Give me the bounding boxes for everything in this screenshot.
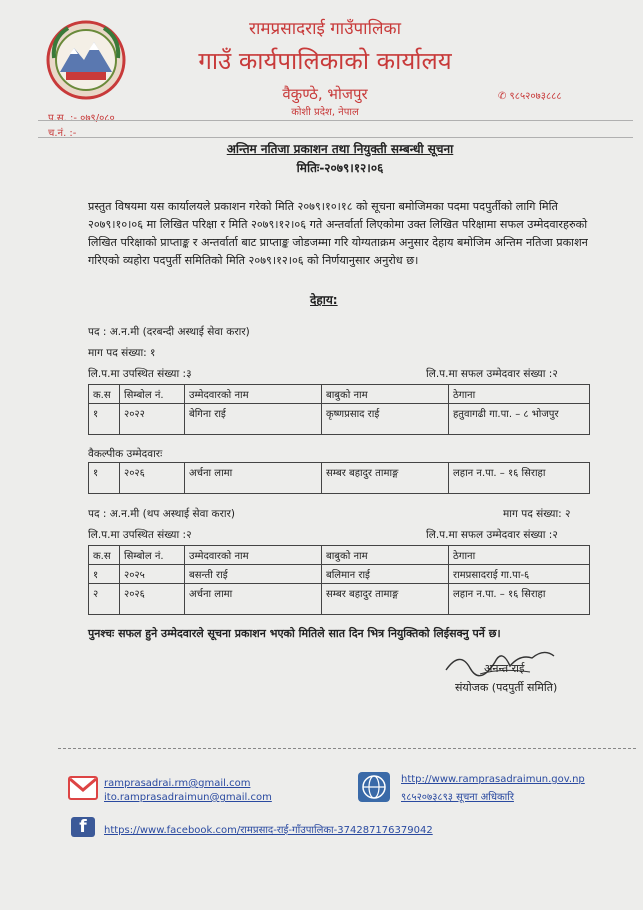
section1-post: पद : अ.न.मी (दरबन्दी अस्थाई सेवा करार) bbox=[88, 326, 250, 338]
cell: बलिमान राई bbox=[322, 565, 449, 584]
notice-title: अन्तिम नतिजा प्रकाशन तथा नियुक्ती सम्बन्धी सूचना bbox=[226, 142, 454, 156]
cell: २०२६ bbox=[120, 584, 185, 615]
gmail-icon bbox=[68, 774, 98, 802]
col-header: ठेगाना bbox=[449, 385, 590, 404]
alternate-table bbox=[88, 462, 590, 494]
section1-demand: माग पद संख्या: १ bbox=[88, 347, 156, 359]
email-link-secondary[interactable]: ito.ramprasadraimun@gmail.com bbox=[104, 792, 272, 803]
col-header: उम्मेदवारको नाम bbox=[185, 546, 322, 565]
cell: बसन्ती राई bbox=[185, 565, 322, 584]
office-place: वैकुण्ठे, भोजपुर bbox=[282, 85, 368, 103]
section2-passed: लि.प.मा सफल उम्मेदवार संख्या :२ bbox=[426, 529, 558, 541]
header-divider bbox=[38, 120, 633, 121]
table-row bbox=[89, 404, 590, 435]
section2-demand: माग पद संख्या: २ bbox=[503, 508, 571, 520]
cell: अर्चना लामा bbox=[185, 584, 322, 615]
cell: २०२२ bbox=[120, 404, 185, 435]
facebook-icon: f bbox=[71, 817, 95, 837]
table-row bbox=[89, 565, 590, 584]
col-header: क.स bbox=[89, 385, 120, 404]
signatory-name: अनन्त राई bbox=[484, 662, 525, 675]
cell: हतुवागढी गा.पा. – ८ भोजपुर bbox=[449, 404, 590, 435]
globe-icon bbox=[357, 771, 391, 803]
col-header: उम्मेदवारको नाम bbox=[185, 385, 322, 404]
cell: १ bbox=[89, 565, 120, 584]
section2-table bbox=[88, 545, 590, 615]
col-header: बाबुको नाम bbox=[322, 546, 449, 565]
dehay-heading: देहाय: bbox=[310, 293, 338, 307]
col-header: सिम्बोल नं. bbox=[120, 546, 185, 565]
cell: अर्चना लामा bbox=[185, 463, 322, 494]
table-header-row bbox=[89, 385, 590, 404]
table-row bbox=[89, 463, 590, 494]
cell: लहान न.पा. – १६ सिराहा bbox=[449, 463, 590, 494]
cell: २०२६ bbox=[120, 463, 185, 494]
postscript-note: पुनश्चः सफल हुने उम्मेदवारले सूचना प्रकाशन भएको मितिले सात दिन भित्र नियुक्तिको लिईसक्नु पर्ने छ। bbox=[88, 627, 501, 640]
section1-table bbox=[88, 384, 590, 435]
col-header: ठेगाना bbox=[449, 546, 590, 565]
cell: सम्बर बहादुर तामाङ्ग bbox=[322, 584, 449, 615]
header-divider-lower bbox=[38, 137, 633, 138]
cell: सम्बर बहादुर तामाङ्ग bbox=[322, 463, 449, 494]
office-province: कोशी प्रदेश, नेपाल bbox=[291, 107, 359, 118]
section2-post: पद : अ.न.मी (थप अस्थाई सेवा करार) bbox=[88, 508, 236, 520]
email-link-primary[interactable]: ramprasadrai.rm@gmail.com bbox=[104, 778, 251, 789]
reference-cn: च.नं. :- bbox=[48, 128, 77, 139]
cell: २०२५ bbox=[120, 565, 185, 584]
info-officer-contact: ९८५२०७३८९३ सूचना अधिकारि bbox=[401, 792, 514, 803]
office-phone: ✆ ९८५२०७३८८८ bbox=[498, 91, 562, 102]
municipality-emblem-icon bbox=[44, 18, 128, 102]
website-link[interactable]: http://www.ramprasadraimun.gov.np bbox=[401, 774, 585, 785]
col-header: बाबुको नाम bbox=[322, 385, 449, 404]
section1-present: लि.प.मा उपस्थित संख्या :३ bbox=[88, 368, 192, 380]
municipality-name: रामप्रसादराई गाउँपालिका bbox=[249, 19, 401, 39]
footer-divider bbox=[58, 748, 636, 749]
section2-present: लि.प.मा उपस्थित संख्या :२ bbox=[88, 529, 192, 541]
section1-passed: लि.प.मा सफल उम्मेदवार संख्या :२ bbox=[426, 368, 558, 380]
cell: कृष्णप्रसाद राई bbox=[322, 404, 449, 435]
cell: बेगिना राई bbox=[185, 404, 322, 435]
table-header-row bbox=[89, 546, 590, 565]
cell: १ bbox=[89, 463, 120, 494]
table-row bbox=[89, 584, 590, 615]
reference-ps: प.स. :- ०७९/०८० bbox=[48, 113, 115, 124]
cell: लहान न.पा. – १६ सिराहा bbox=[449, 584, 590, 615]
notice-date: मितिः-२०७९।१२।०६ bbox=[296, 161, 384, 175]
cell: १ bbox=[89, 404, 120, 435]
cell: रामप्रसादराई गा.पा-६ bbox=[449, 565, 590, 584]
col-header: सिम्बोल नं. bbox=[120, 385, 185, 404]
col-header: क.स bbox=[89, 546, 120, 565]
cell: २ bbox=[89, 584, 120, 615]
facebook-link[interactable]: https://www.facebook.com/रामप्रसाद-राई-गाँउपालिका-374287176379042 bbox=[104, 825, 433, 836]
office-name: गाउँ कार्यपालिकाको कार्यालय bbox=[198, 47, 452, 75]
alternate-label: वैकल्पीक उम्मेदवारः bbox=[88, 448, 163, 460]
notice-body: प्रस्तुत विषयमा यस कार्यालयले प्रकाशन गरेको मिति २०७९।१०।१८ को सूचना बमोजिमका पदमा पदपुर्तीको लागि मिति २०७९।१०।०६ मा लिखित परिक्षा र मिति २०७९।१२।०६ गते अन्तर्वार्ता लिएकोमा उक्त लिखित परिक्षामा सफल उम्मेदवारहरुको लिखित परिक्षाको प्राप्ताङ्क र अन्तर्वार्ता बाट प्राप्ताङ्क जोडजम्मा गरि योग्यताक्रम अनुसार देहाय बमोजिम अन्तिम नतिजा प्रकाशन गरिएको व्यहोरा पदपुर्ती समितिको मिति २०७९।१२।०६ को निर्णयानुसार अनुरोध छ। bbox=[88, 200, 588, 267]
signatory-role: संयोजक (पदपुर्ती समिति) bbox=[455, 681, 558, 694]
